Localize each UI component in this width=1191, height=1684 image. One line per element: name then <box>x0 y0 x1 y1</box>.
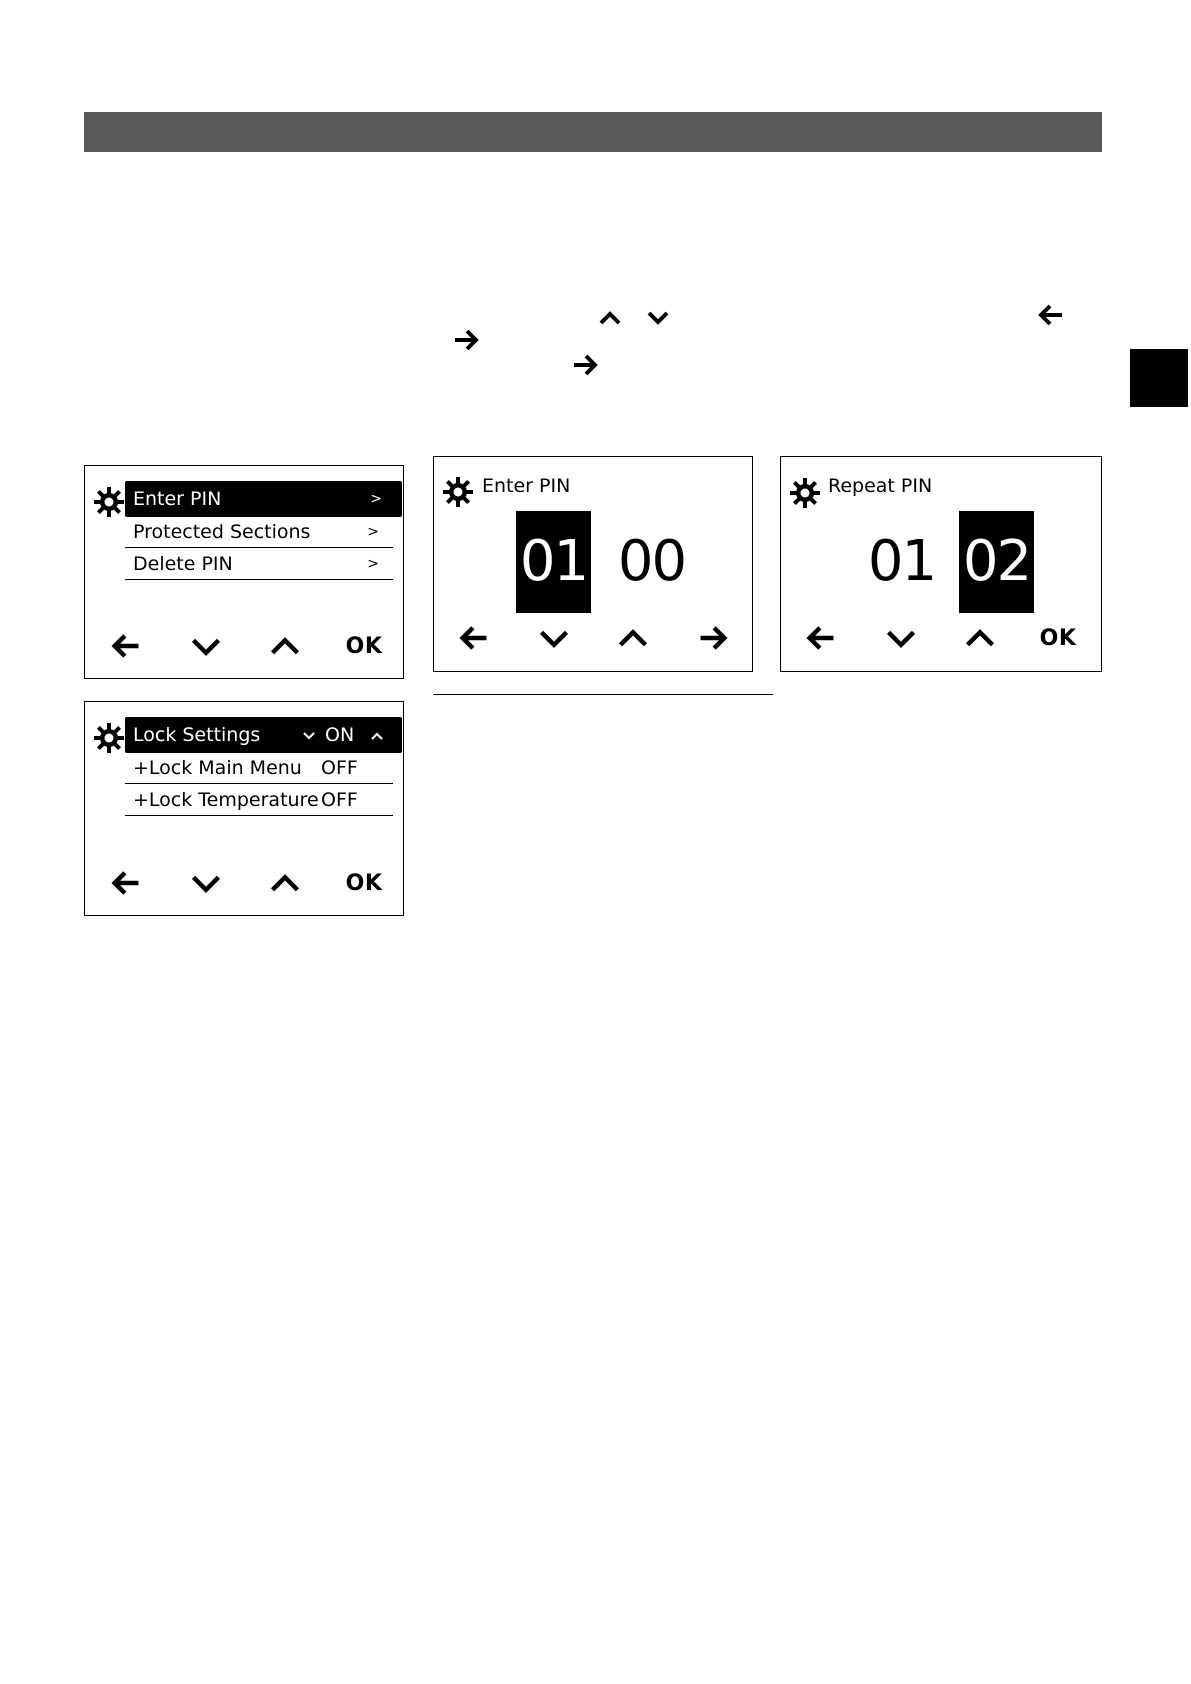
divider-line <box>433 694 773 695</box>
button-bar <box>434 620 752 656</box>
arrow-right-icon <box>696 621 730 655</box>
gear-icon <box>92 485 126 519</box>
arrow-left-icon <box>457 621 491 655</box>
chevron-down-icon <box>537 621 571 655</box>
ok-button[interactable]: OK <box>1039 625 1077 651</box>
screen-title: Repeat PIN <box>828 475 933 497</box>
pin-digit-field-2[interactable]: 02 <box>959 511 1034 613</box>
gear-icon <box>441 475 475 509</box>
ok-button[interactable]: OK <box>345 870 383 896</box>
down-button[interactable] <box>186 865 226 901</box>
gear-icon <box>788 476 822 510</box>
arrow-right-icon <box>570 350 600 380</box>
setting-label: +Lock Main Menu <box>133 757 302 779</box>
screen-title: Enter PIN <box>482 475 571 497</box>
down-button[interactable] <box>534 620 574 656</box>
arrow-left-icon <box>804 621 838 655</box>
arrow-left-icon <box>1036 300 1066 330</box>
arrow-left-icon <box>109 629 143 663</box>
pin-digit-field-2[interactable]: 00 <box>617 529 686 594</box>
back-button[interactable] <box>106 865 146 901</box>
chevron-up-icon <box>595 303 625 333</box>
back-button[interactable] <box>454 620 494 656</box>
section-header-bar <box>84 112 1102 152</box>
ok-button[interactable]: OK <box>345 633 383 659</box>
up-button[interactable] <box>265 628 305 664</box>
setting-value: OFF <box>321 757 358 779</box>
setting-label: +Lock Temperature <box>133 789 319 811</box>
up-button[interactable] <box>960 620 1000 656</box>
lock-temperature-row[interactable] <box>125 785 393 816</box>
submenu-chevron: > <box>367 524 379 540</box>
button-bar <box>85 628 403 664</box>
menu-item-label: Delete PIN <box>133 553 233 575</box>
chevron-up-icon <box>963 621 997 655</box>
lock-settings-screen <box>84 701 404 916</box>
up-button[interactable] <box>265 865 305 901</box>
setting-value: OFF <box>321 789 358 811</box>
down-button[interactable] <box>881 620 921 656</box>
gear-icon <box>92 721 126 755</box>
chevron-down-icon <box>643 303 673 333</box>
pin-menu-screen <box>84 465 404 679</box>
setting-label: Lock Settings <box>133 724 261 746</box>
pin-digit-field-1[interactable]: 01 <box>867 529 936 594</box>
chevron-up-icon <box>616 621 650 655</box>
menu-item-label: Protected Sections <box>133 521 311 543</box>
button-bar <box>781 620 1101 656</box>
chevron-down-icon <box>884 621 918 655</box>
pin-digit-field-1[interactable]: 01 <box>516 511 591 613</box>
menu-item-delete-pin[interactable] <box>125 549 393 580</box>
setting-value: ON <box>325 724 355 746</box>
submenu-chevron: > <box>370 491 382 507</box>
submenu-chevron: > <box>367 556 379 572</box>
button-bar <box>85 865 403 901</box>
chevron-up-icon <box>268 629 302 663</box>
chevron-down-icon <box>189 866 223 900</box>
repeat-pin-screen <box>780 456 1102 672</box>
chevron-up-icon <box>268 866 302 900</box>
down-button[interactable] <box>186 628 226 664</box>
menu-item-label: Enter PIN <box>133 488 222 510</box>
up-button[interactable] <box>613 620 653 656</box>
arrow-right-icon <box>451 325 481 355</box>
forward-button[interactable] <box>693 620 733 656</box>
chapter-tab-marker <box>1130 349 1188 407</box>
menu-item-protected-sections[interactable] <box>125 517 393 548</box>
chevron-down-icon <box>189 629 223 663</box>
lock-main-menu-row[interactable] <box>125 753 393 784</box>
lock-settings-row[interactable] <box>125 717 402 753</box>
menu-item-enter-pin[interactable] <box>125 481 402 517</box>
arrow-left-icon <box>109 866 143 900</box>
back-button[interactable] <box>106 628 146 664</box>
chevron-down-icon[interactable] <box>301 728 317 744</box>
enter-pin-screen <box>433 456 753 672</box>
back-button[interactable] <box>801 620 841 656</box>
chevron-up-icon[interactable] <box>369 728 385 744</box>
